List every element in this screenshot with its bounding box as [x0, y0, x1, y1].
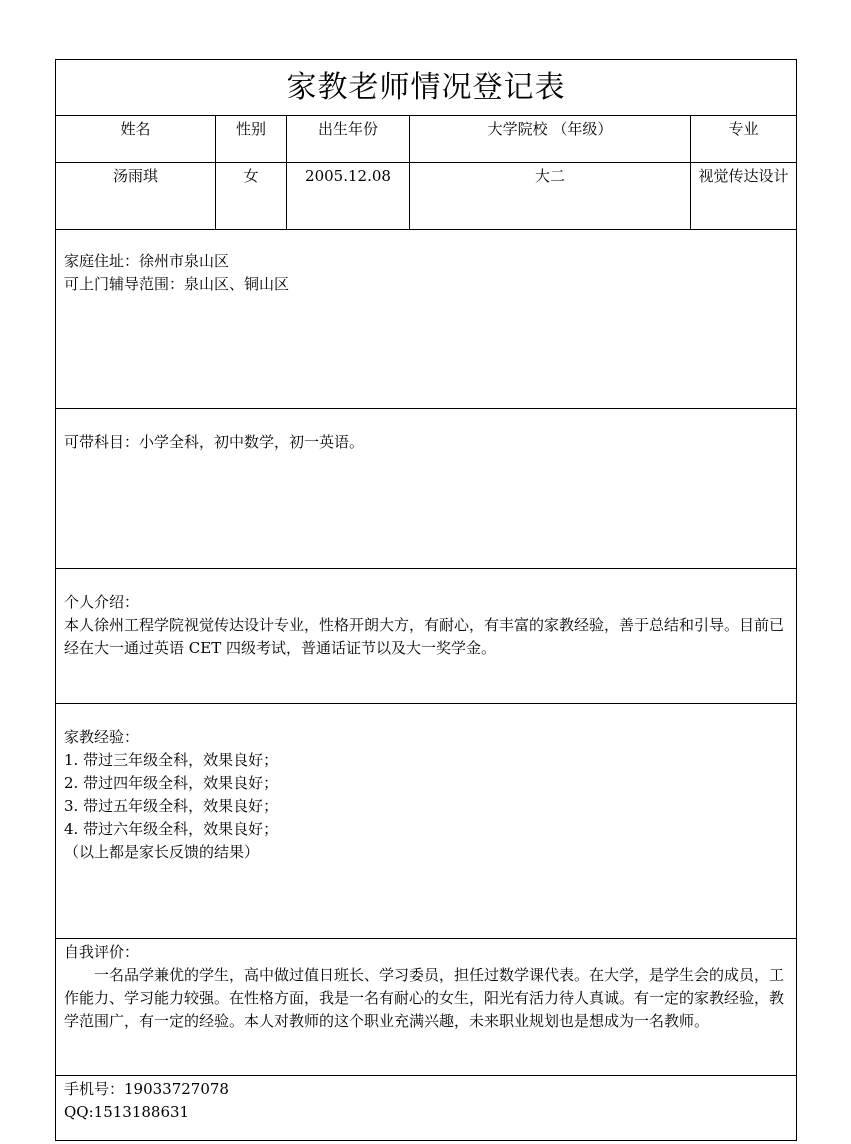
experience-label: 家教经验： [64, 728, 140, 746]
qq-number: QQ:1513188631 [64, 1103, 190, 1121]
experience-item: 1. 带过三年级全科，效果良好； [64, 751, 279, 769]
tutoring-range: 可上门辅导范围：泉山区、铜山区 [64, 275, 290, 293]
value-school: 大二 [410, 163, 691, 230]
header-major: 专业 [691, 116, 797, 163]
subjects-text: 可带科目：小学全科，初中数学，初一英语。 [64, 433, 365, 451]
value-major: 视觉传达设计 [691, 163, 797, 230]
experience-section [56, 704, 797, 939]
value-row [56, 163, 797, 230]
contact-section [56, 1076, 797, 1141]
self-eval-label: 自我评价： [64, 943, 140, 961]
value-name: 汤雨琪 [56, 163, 216, 230]
intro-section [56, 569, 797, 704]
address-section [56, 230, 797, 409]
self-eval-section [56, 939, 797, 1076]
header-birth: 出生年份 [287, 116, 410, 163]
header-row [56, 116, 797, 163]
header-gender: 性别 [216, 116, 287, 163]
experience-note: （以上都是家长反馈的结果） [64, 843, 260, 861]
subjects-section [56, 409, 797, 569]
value-birth: 2005.12.08 [287, 163, 410, 230]
experience-item: 3. 带过五年级全科，效果良好； [64, 797, 279, 815]
intro-label: 个人介绍： [64, 593, 140, 611]
registration-form [55, 59, 797, 1141]
value-gender: 女 [216, 163, 287, 230]
form-title: 家教老师情况登记表 [56, 60, 797, 116]
self-eval-text: 一名品学兼优的学生，高中做过值日班长、学习委员，担任过数学课代表。在大学，是学生会的成员，工作能力、学习能力较强。在性格方面，我是一名有耐心的女生，阳光有活力待人真诚。有一定的家教经验，教学范围广，有一定的经验。本人对教师的这个职业充满兴趣，未来职业规划也是想成为一名教师。 [64, 966, 785, 1030]
experience-item: 4. 带过六年级全科，效果良好； [64, 820, 279, 838]
header-name: 姓名 [56, 116, 216, 163]
header-school: 大学院校 （年级） [410, 116, 691, 163]
experience-item: 2. 带过四年级全科，效果良好； [64, 774, 279, 792]
home-address: 家庭住址：徐州市泉山区 [64, 252, 230, 270]
phone-number: 手机号：19033727078 [64, 1080, 229, 1098]
intro-text: 本人徐州工程学院视觉传达设计专业，性格开朗大方，有耐心，有丰富的家教经验，善于总结和引导。目前已经在大一通过英语 CET 四级考试，普通话证节以及大一奖学金。 [64, 616, 785, 657]
